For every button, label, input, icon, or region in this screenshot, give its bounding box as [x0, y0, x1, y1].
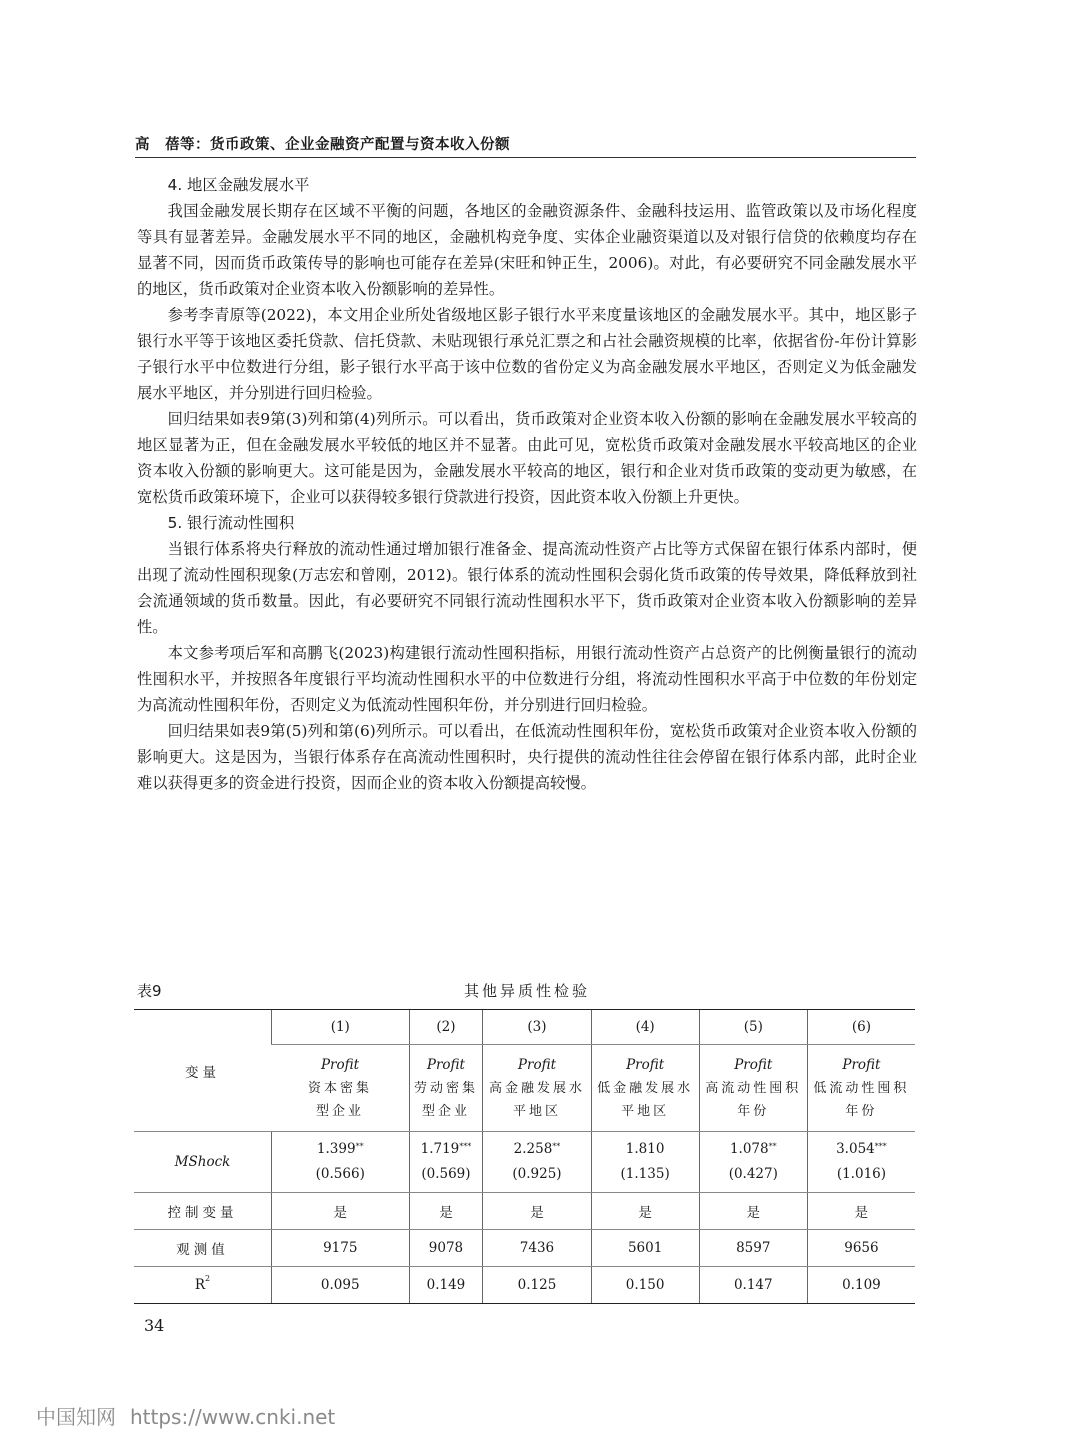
coefficient: 1.078: [729, 1141, 769, 1157]
row-label: $R^2$: [134, 1267, 272, 1304]
coefficient-cell: [483, 1132, 591, 1193]
standard-error: (0.427): [728, 1166, 778, 1182]
header-rule: [135, 157, 916, 158]
table-cell: 9656: [807, 1230, 915, 1267]
row-label: MShock: [134, 1132, 272, 1193]
subgroup-label: 高流动性囤积: [705, 1080, 802, 1096]
table-row-controls: [134, 1193, 915, 1230]
standard-error: (0.569): [421, 1166, 471, 1182]
table-cell: 0.150: [591, 1267, 699, 1304]
paragraph: 参考李青原等(2022)，本文用企业所处省级地区影子银行水平来度量该地区的金融发展水平。其中，地区影子银行水平等于该地区委托贷款、信托贷款、未贴现银行承兑汇票之和占社会融资规模的比率，依据省份-年份计算影子银行水平中位数进行分组，影子银行水平高于该中位数的省份定义为高金融发展水平地区，否则定义为低金融发展水平地区，并分别进行回归检验。: [137, 306, 917, 402]
column-header: [272, 1045, 410, 1132]
coefficient-cell: [699, 1132, 807, 1193]
dependent-variable: Profit: [320, 1056, 360, 1073]
column-index: (2): [409, 1010, 483, 1045]
table-row-r-squared: [134, 1267, 915, 1304]
table-cell: 0.149: [409, 1267, 483, 1304]
coefficient-cell: [591, 1132, 699, 1193]
table-cell: 7436: [483, 1230, 591, 1267]
page-number: 34: [144, 1316, 165, 1335]
table-cell: 是: [807, 1193, 915, 1230]
table-cell: 是: [699, 1193, 807, 1230]
column-header: [409, 1045, 483, 1132]
coefficient: 2.258: [513, 1141, 553, 1157]
footer-watermark: [36, 1401, 335, 1430]
table-row-column-index: [134, 1010, 915, 1045]
column-index: (3): [483, 1010, 591, 1045]
column-header: [807, 1045, 915, 1132]
coefficient: 1.399: [316, 1141, 356, 1157]
row-label: 控制变量: [134, 1193, 272, 1230]
column-index: (1): [272, 1010, 410, 1045]
table-cell: 9078: [409, 1230, 483, 1267]
subgroup-label: 平地区: [621, 1103, 670, 1119]
table-cell: 9175: [272, 1230, 410, 1267]
table-row-observations: [134, 1230, 915, 1267]
standard-error: (1.016): [836, 1166, 887, 1182]
row-label: 观测值: [134, 1230, 272, 1267]
paragraph: 我国金融发展长期存在区域不平衡的问题，各地区的金融资源条件、金融科技运用、监管政策以及市场化程度等具有显著差异。金融发展水平不同的地区，金融机构竞争度、实体企业融资渠道以及对银行信贷的依赖度均存在显著不同，因而货币政策传导的影响也可能存在差异(宋旺和钟正生，2006)。对此，有必要研究不同金融发展水平的地区，货币政策对企业资本收入份额影响的差异性。: [137, 202, 917, 298]
table-cell: 是: [483, 1193, 591, 1230]
column-header: [591, 1045, 699, 1132]
subgroup-label: 低流动性囤积: [813, 1080, 910, 1096]
table-row-mshock: [134, 1132, 915, 1193]
subgroup-label: 型企业: [421, 1103, 470, 1119]
paragraph: 当银行体系将央行释放的流动性通过增加银行准备金、提高流动性资产占比等方式保留在银行体系内部时，便出现了流动性囤积现象(万志宏和曾刚，2012)。银行体系的流动性囤积会弱化货币政策的传导效果，降低释放到社会流通领域的货币数量。因此，有必要研究不同银行流动性囤积水平下，货币政策对企业资本收入份额影响的差异性。: [137, 540, 917, 636]
subgroup-label: 年份: [737, 1103, 770, 1119]
section-heading-liquidity-hoarding: 5. 银行流动性囤积: [167, 514, 295, 532]
running-head: 高 蓓等：货币政策、企业金融资产配置与资本收入份额: [135, 137, 510, 153]
paragraph: 回归结果如表9第(5)列和第(6)列所示。可以看出，在低流动性囤积年份，宽松货币政策对企业资本收入份额的影响更大。这是因为，当银行体系存在高流动性囤积时，央行提供的流动性往往会停留在银行体系内部，此时企业难以获得更多的资金进行投资，因而企业的资本收入份额提高较慢。: [137, 722, 917, 792]
column-index: (5): [699, 1010, 807, 1045]
subgroup-label: 低金融发展水: [597, 1080, 694, 1096]
paragraph: 本文参考项后军和高鹏飞(2023)构建银行流动性囤积指标，用银行流动性资产占总资产的比例衡量银行的流动性囤积水平，并按照各年度银行平均流动性囤积水平的中位数进行分组，将流动性囤积水平高于中位数的年份划定为高流动性囤积年份，否则定义为低流动性囤积年份，并分别进行回归检验。: [137, 644, 917, 714]
table-cell: 8597: [699, 1230, 807, 1267]
coefficient: 3.054: [836, 1141, 875, 1157]
column-header: [483, 1045, 591, 1132]
dependent-variable: Profit: [842, 1056, 881, 1073]
dependent-variable: Profit: [426, 1056, 465, 1073]
standard-error: (1.135): [620, 1166, 670, 1182]
coefficient-cell: [807, 1132, 915, 1193]
subgroup-label: 劳动密集: [413, 1080, 478, 1096]
variable-header: 变量: [134, 1010, 272, 1132]
coefficient-cell: [409, 1132, 483, 1193]
table-cell: 0.125: [483, 1267, 591, 1304]
brand-url[interactable]: https://www.cnki.net: [130, 1405, 336, 1429]
table-number: 表9: [137, 982, 162, 1000]
column-index: (4): [591, 1010, 699, 1045]
coefficient: 1.719: [420, 1141, 460, 1157]
subgroup-label: 高金融发展水: [488, 1080, 585, 1096]
body-text: [137, 172, 917, 796]
results-table: [134, 1009, 915, 1304]
paragraph: 回归结果如表9第(3)列和第(4)列所示。可以看出，货币政策对企业资本收入份额的影响在金融发展水平较高的地区显著为正，但在金融发展水平较低的地区并不显著。由此可见，宽松货币政策对金融发展水平较高地区的企业资本收入份额的影响更大。这可能是因为，金融发展水平较高的地区，银行和企业对货币政策的变动更为敏感，在宽松货币政策环境下，企业可以获得较多银行贷款进行投资，因此资本收入份额上升更快。: [137, 410, 917, 506]
brand-name: 中国知网: [36, 1405, 116, 1429]
table-cell: 5601: [591, 1230, 699, 1267]
dependent-variable: Profit: [734, 1056, 773, 1073]
coefficient-cell: [272, 1132, 410, 1193]
column-header: [699, 1045, 807, 1132]
subgroup-label: 型企业: [315, 1103, 364, 1119]
standard-error: (0.566): [315, 1166, 365, 1182]
table-cell: 是: [591, 1193, 699, 1230]
table-cell: 0.109: [807, 1267, 915, 1304]
table-cell: 是: [272, 1193, 410, 1230]
table-cell: 0.147: [699, 1267, 807, 1304]
significance-stars: **: [355, 1142, 364, 1151]
table-cell: 是: [409, 1193, 483, 1230]
coefficient: 1.810: [625, 1141, 665, 1157]
subgroup-label: 年份: [845, 1103, 878, 1119]
significance-stars: **: [552, 1142, 561, 1151]
table-caption: [137, 980, 917, 1004]
significance-stars: **: [768, 1142, 777, 1151]
table-cell: 0.095: [272, 1267, 410, 1304]
dependent-variable: Profit: [626, 1056, 665, 1073]
significance-stars: ***: [874, 1142, 887, 1151]
column-index: (6): [807, 1010, 915, 1045]
subgroup-label: 平地区: [512, 1103, 561, 1119]
standard-error: (0.925): [512, 1166, 562, 1182]
section-heading-financial-development: 4. 地区金融发展水平: [167, 176, 310, 194]
significance-stars: ***: [459, 1142, 472, 1151]
table-title: 其他异质性检验: [463, 982, 590, 1000]
subgroup-label: 资本密集: [307, 1080, 372, 1096]
dependent-variable: Profit: [517, 1056, 557, 1073]
